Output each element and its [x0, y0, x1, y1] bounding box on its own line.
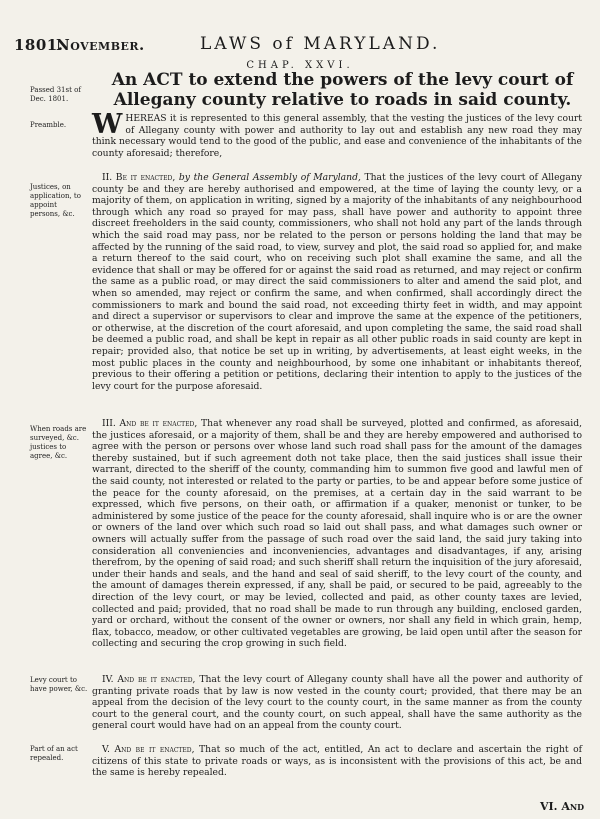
margin-note-justices: Justices, on application, to appoint persons, &c. — [30, 183, 81, 218]
section-4 — [92, 674, 582, 732]
margin-note-preamble: Preamble. — [30, 121, 67, 129]
margin-note-levy-court: Levy court to have power, &c. — [30, 676, 88, 693]
preamble — [92, 109, 582, 159]
section-3-text: That whenever any road shall be surveyed, plotted and confirmed, as aforesaid, the justices aforesaid, or a majority of them, shall be and they are hereby empowered and authorised to agree with the person or persons over whose land such road shall pass for the amount of the damages thereby sustained, but if such agreement doth not take place, then the said justices shall issue their warrant, directed to the sheriff of the county, commanding him to summon five good and lawful men of the said county, not interested or related to the party or parties, to be and appear before some justice of the peace for the county aforesaid, on the premises, at a certain day in the said warrant to be expressed, which five persons, on their oath, or affirmation if a quaker, menonist or tunker, to be administered by some justice of the peace for the county aforesaid, shall inquire who is or are the owner or owners of the land over which such road so laid out shall pass, and what damages such owner or owners will actually suffer from the passage of such road over the said land, the said jury taking into consideration all conveniencies and inconveniencies, advantages and disadvantages, if any, arising therefrom, by the opening of said road; and such sheriff shall return the inquisition of the jury aforesaid, under their hands and seals, and the hand and seal of said sheriff, to the levy court of the county, and the amount of damages therein expressed, if any, shall be paid, or secured to be paid, agreeably to the direction of the levy court, or may be levied, collected and paid, as other county taxes are levied, collected and paid; provided, that no road shall be made to run through any building, enclosed garden, yard or orchard, without the consent of the owner or owners, nor shall any field in which grain, hemp, flax, tobacco, meadow, or other cultivated vegetables are growing, be laid open until after the season for collecting and securing the crop growing in such field. — [92, 418, 583, 650]
catchword: VI. And — [540, 800, 585, 813]
section-2 — [92, 172, 582, 392]
section-4-text: That the levy court of Allegany county shall have all the power and authority of granting private roads that by law is now vested in the county court; provided, that there may be an appeal from the decision of the levy court to the county court, in the same manner as from the county court to the general court, and the county court, on such appeal, shall have the same authority as the general court would have had on an appeal from the county court. — [92, 674, 582, 732]
margin-note-repealed: Part of an act repealed. — [30, 745, 78, 762]
section-4-heading: IV. And be it enacted, — [102, 674, 196, 685]
drop-cap: W — [92, 109, 123, 140]
book-title: LAWS of MARYLAND. — [200, 34, 441, 54]
section-3 — [92, 418, 582, 650]
section-2-heading: II. Be it enacted, — [102, 172, 176, 183]
section-3-heading: III. And be it enacted, — [102, 418, 198, 429]
margin-note-roads-surveyed: When roads are surveyed, &c. justices to agree, &c. — [30, 425, 87, 460]
running-head — [14, 36, 454, 58]
section-2-enacting-clause: by the General Assembly of Maryland, — [178, 172, 361, 183]
section-2-text: That the justices of the levy court of Allegany county be and they are hereby authorised and empowered, at the time of laying the county levy, or a majority of them, on application in writing, signed by a majority of the inhabitants of any neighbourhood through which any road so prayed for may pass, shall have power and authority to appoint three discreet freeholders in the said county, commissioners, who shall not hold any part of the lands through which the said road may pass, nor be related to the person or persons holding the land that may be affected by the running of the said road, to view, survey and plot, the said road so applied for, and make a return thereof to the said court, who on receiving such plot shall examine the same, and all the evidence that shall or may be offered for or against the said road as returned, and may reject or confirm the same as a public road, or may direct the said commissioners to alter and amend the said plot, and when so amended, may reject or confirm the same, and when confirmed, shall accordingly direct the commissioners to mark and bound the said road, not exceeding thirty feet in width, and may appoint and direct a supervisor or supervisors to clear and improve the same at the expence of the petitioners, or otherwise, at the discretion of the court aforesaid, and upon completing the same, the said road shall be deemed a public road, and shall be kept in repair as all other public roads in said county are kept in repair; provided also, that notice be set up in writing, by advertisements, at least eight weeks, in the most public places in the county and neighbourhood, by some one inhabitant or inhabitants thereof, previous to their offering a petition or petitions, declaring their intention to apply to the justices of the levy court for the purpose aforesaid. — [92, 172, 583, 392]
section-5 — [92, 744, 582, 779]
section-5-text: That so much of the act, entitled, An act to declare and ascertain the right of citizens of this state to private roads or ways, as is inconsistent with the provisions of this act, be and the same is hereby repealed. — [92, 744, 583, 779]
section-5-heading: V. And be it enacted, — [102, 744, 195, 755]
chapter-number: CHAP. XXVI. — [246, 60, 354, 71]
margin-note-passed: Passed 31st of Dec. 1801. — [30, 86, 81, 103]
page-year: 1801. — [14, 36, 64, 54]
act-title: An ACT to extend the powers of the levy court of Allegany county relative to roads in said county. — [111, 70, 574, 110]
page-month: November. — [56, 36, 145, 54]
preamble-text: HEREAS it is represented to this general assembly, that the vesting the justices of the levy court of Allegany county with power and authority to lay out and establish any new road they may think necessary would tend to the good of the public, and ease and convenience of the inhabitants of the county aforesaid; therefore, — [92, 113, 582, 159]
